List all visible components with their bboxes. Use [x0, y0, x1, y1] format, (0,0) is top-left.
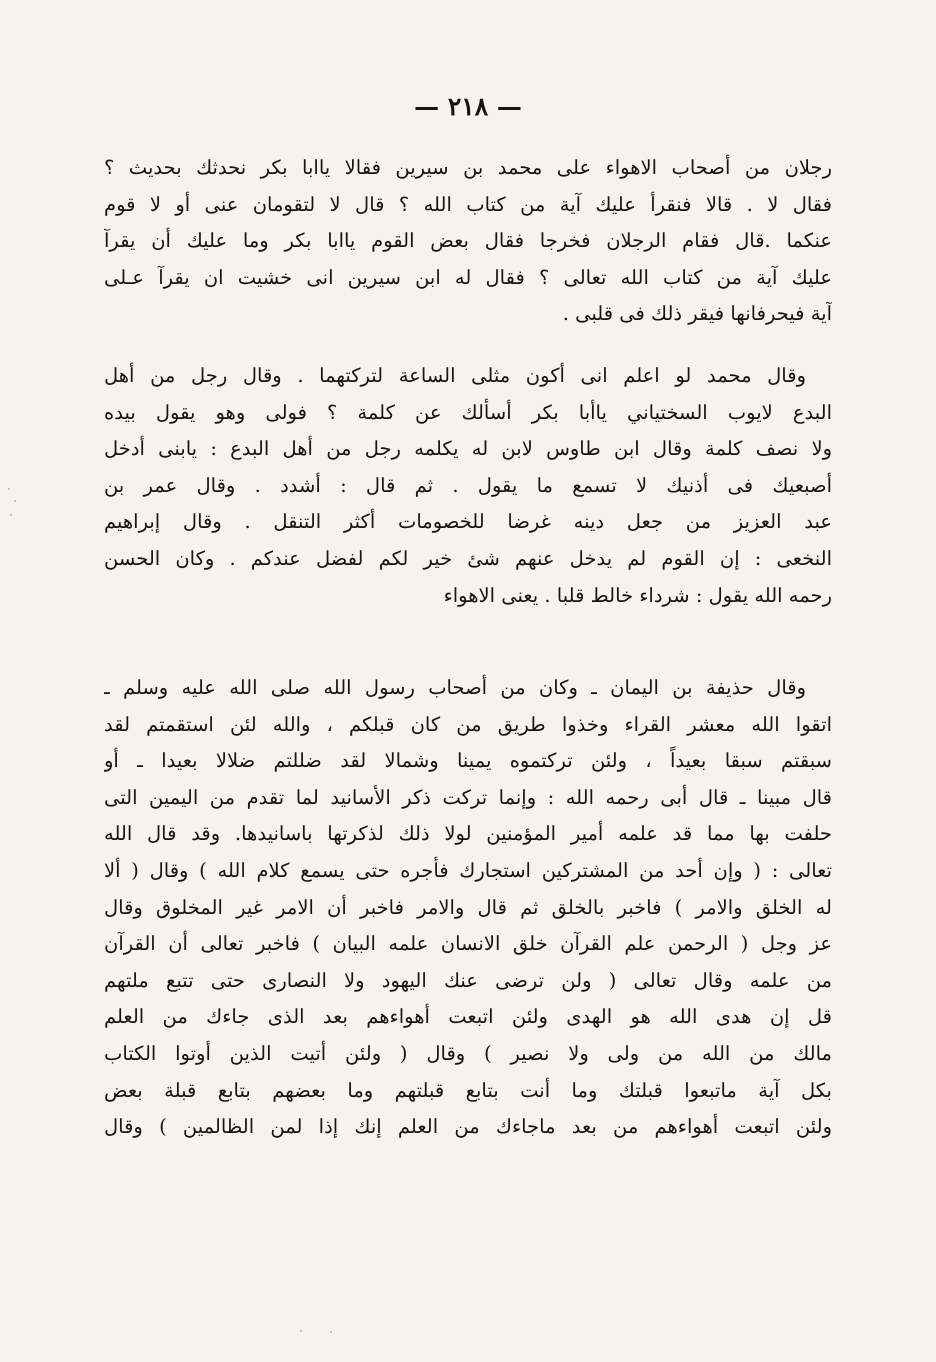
text-line: رجلان من أصحاب الاهواء على محمد بن سيرين فقالا ياابا بكر نحدثك بحديث ؟ [104, 156, 832, 179]
text-line: وقال حذيفة بن اليمان ـ وكان من أصحاب رسول الله صلى الله عليه وسلم ـ [104, 676, 806, 699]
scan-speck [330, 1331, 332, 1333]
text-line: ولا نصف كلمة وقال ابن طاوس لابن له يكلمه رجل من أهل البدع : يابنى أدخل [104, 437, 832, 461]
paragraph-2 [104, 358, 832, 614]
text-line: حلفت بها مما قد علمه أمير المؤمنين لولا ذلك لذكرتها باسانيدها. وقد قال الله [104, 822, 832, 846]
text-line: عبد العزيز من جعل دينه غرضا للخصومات أكثر التنقل . وقال إبراهيم [104, 510, 832, 534]
paragraph-3 [104, 670, 832, 1146]
text-line: بكل آية ماتبعوا قبلتك وما أنت بتابع قبلتهم وما بعضهم بتابع قبلة بعض [104, 1078, 832, 1102]
text-line: عز وجل ( الرحمن علم القرآن خلق الانسان علمه البيان ) فاخبر تعالى أن القرآن [104, 932, 832, 956]
scan-speck [300, 1330, 302, 1332]
text-line: فقال لا . قالا فنقرأ عليك آية من كتاب الله ؟ قال لا لتقومان عنى أو لا قوم [104, 192, 832, 216]
text-line: قال مبينا ـ قال أبى رحمه الله : وإنما تركت ذكر الأسانيد لما تقدم من اليمين التى [104, 785, 832, 809]
text-line: أصبعيك فى أذنيك لا تسمع ما يقول . ثم قال : أشدد . وقال عمر بن [104, 473, 832, 497]
text-line: اتقوا الله معشر القراء وخذوا طريق من كان قبلكم ، والله لئن استقمتم لقد [104, 712, 832, 736]
text-line: سبقتم سبقا بعيداً ، ولئن تركتموه يمينا وشمالا لقد ضللتم ضلالا بعيدا ـ أو [104, 749, 832, 773]
text-line: البدع لايوب السختياني ياأبا بكر أسألك عن كلمة ؟ فولى وهو يقول بيده [104, 400, 832, 424]
text-line: قل إن هدى الله هو الهدى ولئن اتبعت أهواءهم بعد الذى جاءك من العلم [104, 1005, 832, 1029]
page-number: — ٢١٨ — [414, 92, 522, 121]
text-line: له الخلق والامر ) فاخبر بالخلق ثم قال والامر فاخبر أن الامر غير المخلوق وقال [104, 895, 832, 919]
text-line: النخعى : إن القوم لم يدخل عنهم شئ خير لكم لفضل عندكم . وكان الحسن [104, 546, 832, 570]
paragraph-1 [104, 150, 832, 333]
scan-speck [10, 514, 12, 516]
text-line: وقال محمد لو اعلم انى أكون مثلى الساعة لتركتهما . وقال رجل من أهل [104, 364, 806, 387]
text-line: عليك آية من كتاب الله تعالى ؟ فقال له ابن سيرين انى خشيت ان يقرآ عـلى [104, 265, 832, 289]
scan-speck [14, 500, 16, 502]
text-line: رحمه الله يقول : شرداء خالط قلبا . يعنى الاهواء [443, 583, 832, 607]
text-line: ولئن اتبعت أهواءهم من بعد ماجاءك من العلم إنك إذا لمن الظالمين ) وقال [104, 1115, 832, 1139]
text-line: آية فيحرفانها فيقر ذلك فى قلبى . [562, 302, 832, 326]
text-line: عنكما .قال فقام الرجلان فخرجا فقال بعض القوم ياابا بكر وما عليك أن يقرآ [104, 229, 832, 253]
text-line: مالك من الله من ولى ولا نصير ) وقال ( ولئن أتيت الذين أوتوا الكتاب [104, 1041, 832, 1065]
scan-speck [8, 488, 10, 490]
text-line: من علمه وقال تعالى ( ولن ترضى عنك اليهود ولا النصارى حتى تتبع ملتهم [104, 968, 832, 992]
text-line: تعالى : ( وإن أحد من المشتركين استجارك فأجره حتى يسمع كلام الله ) وقال ( ألا [104, 858, 832, 882]
